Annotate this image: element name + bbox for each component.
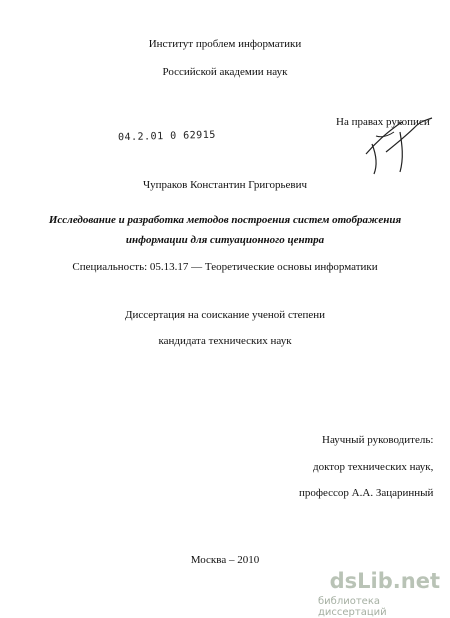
signature-icon [356,114,436,176]
dissertation-type-line-1: Диссертация на соискание ученой степени [124,309,326,321]
dissertation-type-line-2: кандидата технических наук [158,335,292,347]
watermark-subtitle: библиотека диссертаций [318,596,387,618]
watermark [318,569,444,618]
registration-stamp: 04.2.01 0 62915 [117,129,216,144]
advisor-name: профессор А.А. Зацаринный [299,487,434,499]
institute-name: Институт проблем информатики [148,38,302,50]
thesis-title-line-1: Исследование и разработка методов построения систем отображения [48,214,402,226]
advisor-degree: доктор технических наук, [313,461,434,473]
thesis-title-line-2: информации для ситуационного центра [125,234,325,246]
specialty: Специальность: 05.13.17 — Теоретические основы информатики [72,261,378,273]
academy-name: Российской академии наук [162,66,288,78]
manuscript-note: На правах рукописи [336,116,430,128]
city-year: Москва – 2010 [190,554,260,566]
advisor-role: Научный руководитель: [322,434,434,446]
author-name: Чупраков Константин Григорьевич [142,179,308,191]
watermark-logo: dsLib.net [329,569,440,593]
